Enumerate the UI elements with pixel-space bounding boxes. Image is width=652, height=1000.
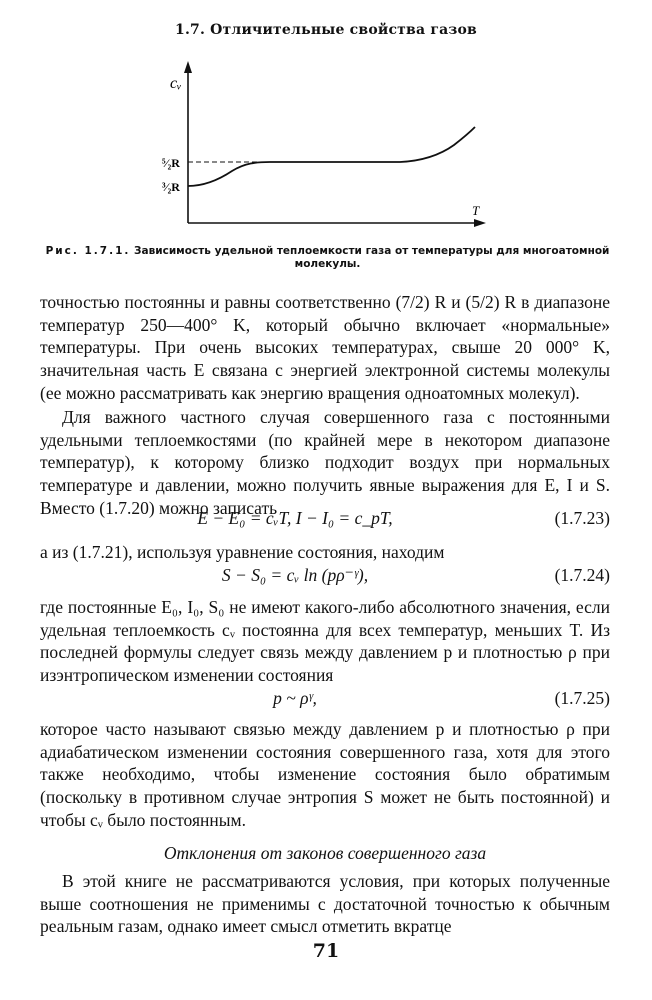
paragraph-4: где постоянные E₀, I₀, S₀ не имеют какого-либо абсолютного значения, если удельная теплоемкость cᵥ постоянна для всех температур, меньших T. Из последней формулы следует связь между давлением p и плотностью ρ при изэнтропическом изменении состояния [40,597,610,686]
paragraph-5: которое часто называют связью между давлением p и плотностью ρ при адиабатическом изменении состояния совершенного газа, хотя для этого также необходимо, чтобы изменение состояния было обратимым (поскольку в противном случае энтропия S может не быть постоянной) и чтобы cᵥ было постоянным. [40,719,610,830]
y-axis-label: cᵥ [170,75,182,92]
equation-1-7-24 [40,565,610,589]
paragraph-3: а из (1.7.21), используя уравнение состояния, находим [40,542,445,562]
equation-1-7-25 [40,688,610,712]
figure-caption [40,245,615,271]
paragraph-2: Для важного частного случая совершенного газа с постоянными удельными теплоемкостями (по крайней мере в некотором диапазоне температур), к которому близко подходит воздух при нормальных температуре и давлении, можно получить явные выражения для E, I и S. Вместо (1.7.20) можно записать [40,407,610,518]
equation-number: (1.7.24) [554,565,610,585]
paragraph-6: В этой книге не рассматриваются условия, при которых полученные выше соотношения не применимы с достаточной точностью к обычным реальным газам, однако имеет смысл отметить вкратце [40,871,610,937]
section-heading: Отклонения от законов совершенного газа [163,843,487,863]
equation-1-7-23 [40,508,610,532]
caption-label: Рис. 1.7.1. [45,245,131,257]
y-axis-arrow-icon [184,61,192,73]
x-axis-label: T [472,203,480,218]
page-number: 71 [312,940,340,962]
equation-number: (1.7.25) [554,688,610,708]
tick-label-upper: ⁵⁄₂R [162,156,180,170]
equation-number: (1.7.23) [554,508,610,528]
x-axis-arrow-icon [474,219,486,227]
equation-formula: E − E₀ = cᵥT, I − I₀ = c_pT, [197,508,393,528]
tick-label-lower: ³⁄₂R [162,180,180,194]
cv-vs-temperature-graph [150,55,490,235]
paragraph-1: точностью постоянны и равны соответственно (7/2) R и (5/2) R в диапазоне температур 250—400° K, который обычно включает «нормальные» температуры. При очень высоких температурах, свыше 20 000° K, значительная часть E связана с энергией электронной системы молекулы (ее можно рассматривать как энергию вращения одноатомных молекул). [40,292,610,403]
equation-formula: S − S₀ = cᵥ ln (pρ⁻ᵞ), [221,565,369,585]
cv-curve [188,127,475,186]
caption-text: Зависимость удельной теплоемкости газа от температуры для многоатомной молекулы. [134,245,610,270]
running-header: 1.7. Отличительные свойства газов [175,22,477,38]
equation-formula: p ~ ρᵞ, [273,688,317,708]
